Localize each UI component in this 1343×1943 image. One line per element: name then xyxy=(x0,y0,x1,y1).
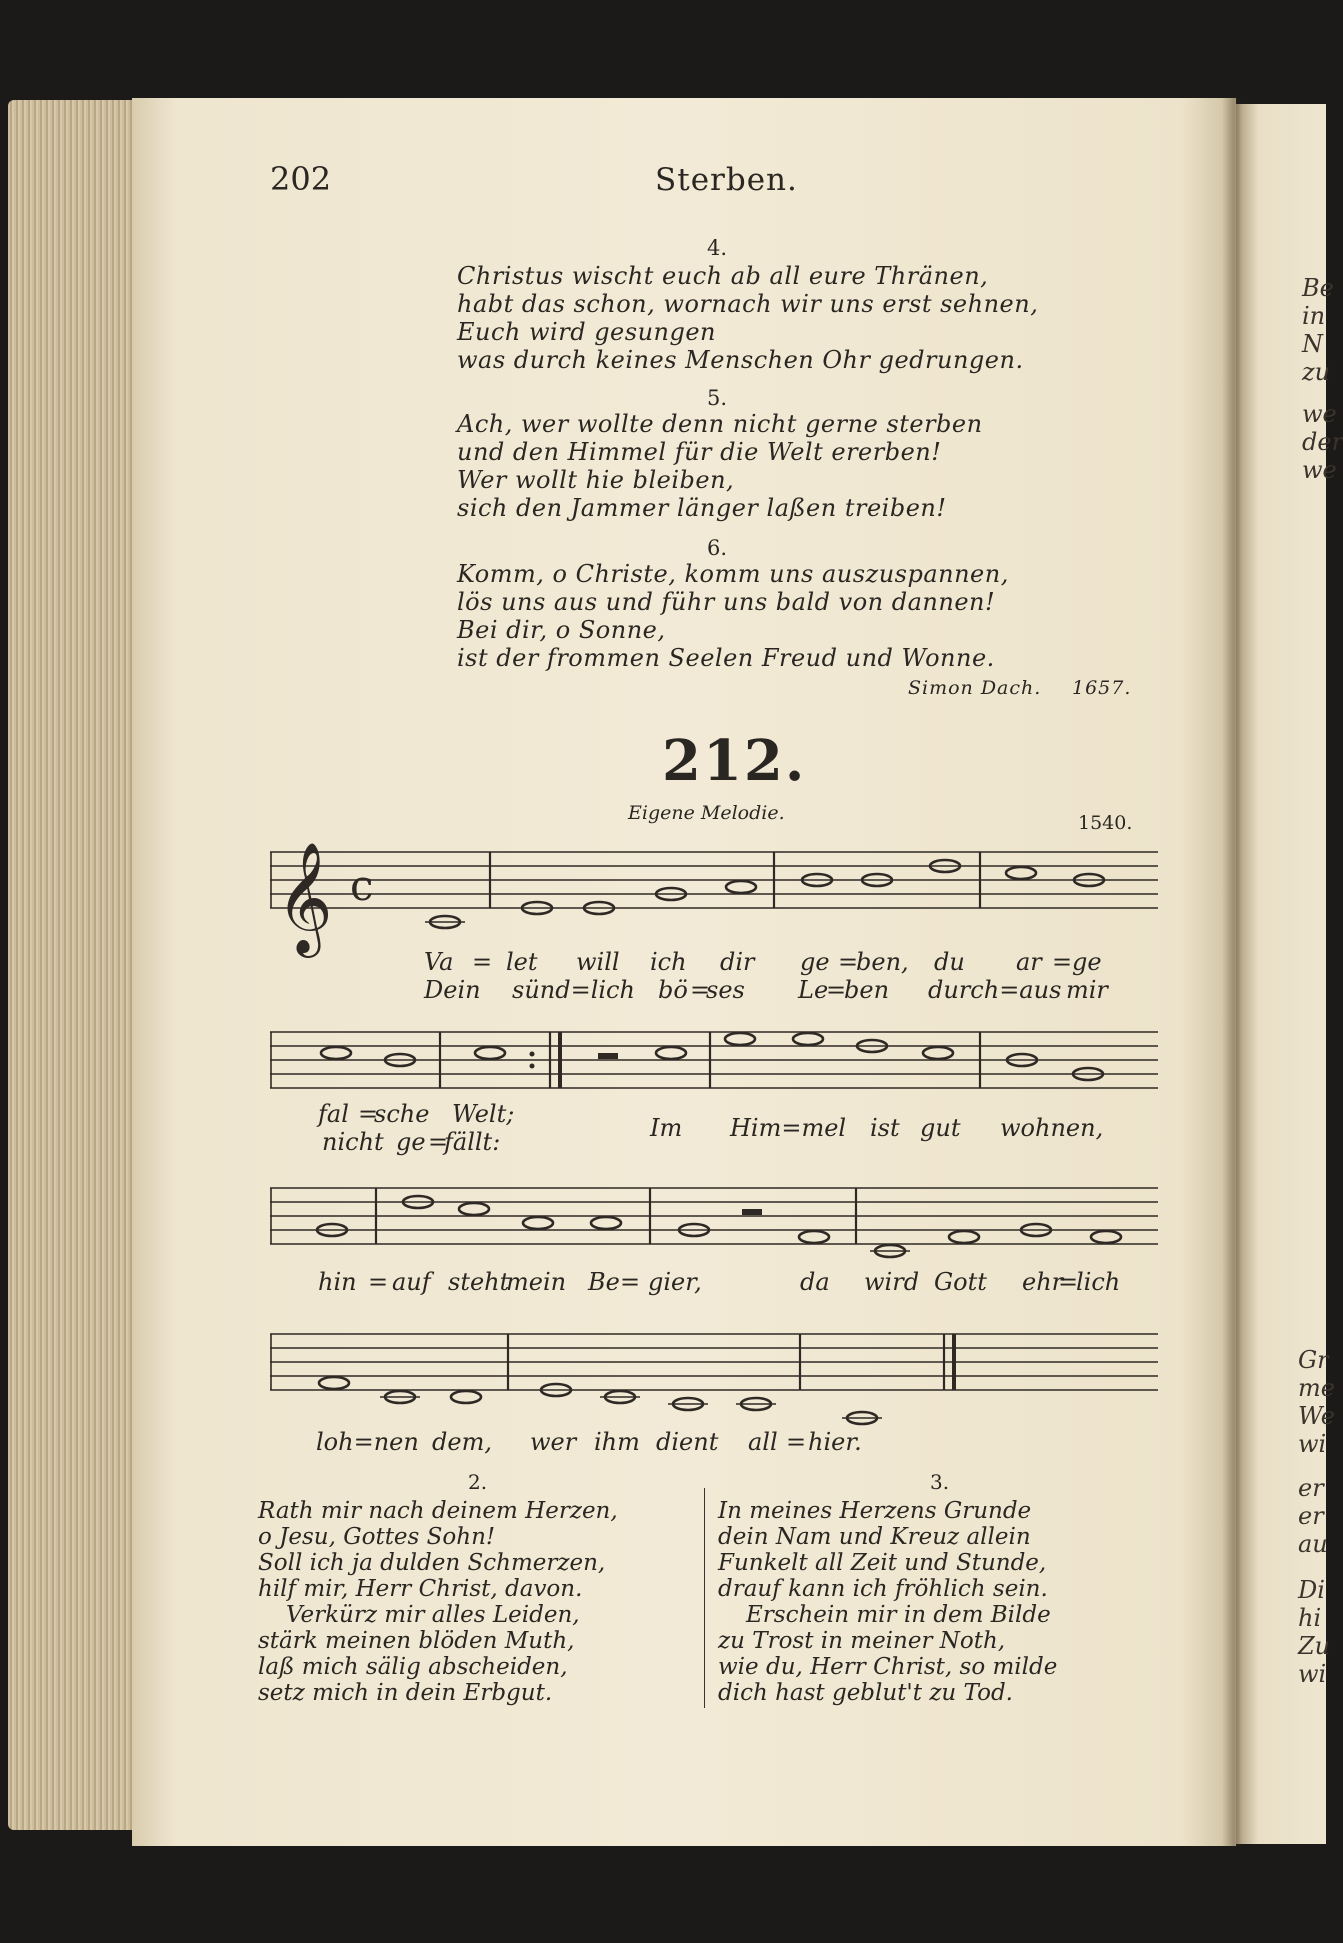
facing-page-fragment: er xyxy=(1298,1474,1324,1502)
facing-page-fragment: me xyxy=(1298,1374,1335,1402)
verse-line: Euch wird gesungen xyxy=(457,318,717,346)
facing-page-fragment: N xyxy=(1302,330,1323,358)
lyric: Dein xyxy=(424,976,481,1004)
lyric: = xyxy=(838,948,859,976)
lyric: loh=nen xyxy=(316,1428,419,1456)
lyric: = xyxy=(358,1100,379,1128)
verse-line: setz mich in dein Erbgut. xyxy=(258,1680,553,1706)
lyric: Im xyxy=(650,1114,683,1142)
lyric: = xyxy=(786,1428,807,1456)
verse-line: dich hast geblut't zu Tod. xyxy=(718,1680,1013,1706)
lyric: gier, xyxy=(648,1268,702,1296)
treble-clef-icon: 𝄞 xyxy=(276,841,333,953)
lyric: du xyxy=(934,948,965,976)
facing-page-fragment: Gr xyxy=(1298,1346,1329,1374)
column-divider xyxy=(704,1488,705,1708)
facing-page-fragment: we xyxy=(1302,456,1337,484)
lyric: all xyxy=(748,1428,778,1456)
lyric: steht xyxy=(448,1268,510,1296)
lyric: durch=aus xyxy=(928,976,1062,1004)
melody-label: Eigene Melodie. xyxy=(628,802,785,824)
lyric: lich xyxy=(1076,1268,1121,1296)
verse-line: dein Nam und Kreuz allein xyxy=(718,1524,1031,1550)
facing-page-fragment: der xyxy=(1302,428,1343,456)
verse-line: Verkürz mir alles Leiden, xyxy=(286,1602,580,1628)
facing-page-fragment: er xyxy=(1298,1502,1324,1530)
stanza-number: 3. xyxy=(930,1470,950,1494)
stanza-number: 6. xyxy=(707,536,728,560)
lyric: mein xyxy=(506,1268,567,1296)
lyric: auf xyxy=(392,1268,431,1296)
staff-system-4 xyxy=(270,1334,1158,1390)
verse-line: und den Himmel für die Welt ererben! xyxy=(457,438,942,466)
verse-line: sich den Jammer länger laßen treiben! xyxy=(457,494,947,522)
stanza-number: 4. xyxy=(707,236,728,260)
stanza-number: 5. xyxy=(707,386,728,410)
verse-line: Rath mir nach deinem Herzen, xyxy=(258,1498,618,1524)
page-number: 202 xyxy=(270,160,332,198)
rest xyxy=(598,1053,618,1059)
lyric: = xyxy=(368,1268,389,1296)
lyric: Gott xyxy=(934,1268,987,1296)
lyric: dient xyxy=(656,1428,719,1456)
author: Simon Dach. xyxy=(908,677,1042,699)
lyric: fällt: xyxy=(444,1128,501,1156)
lyric: ge xyxy=(1072,948,1102,976)
lyric: Him=mel xyxy=(730,1114,847,1142)
lyric: ist xyxy=(870,1114,900,1142)
verse-line: o Jesu, Gottes Sohn! xyxy=(258,1524,496,1550)
lyric: Le xyxy=(798,976,829,1004)
common-time-icon: c xyxy=(350,861,374,910)
melody-year: 1540. xyxy=(1078,812,1133,834)
lyric: = xyxy=(826,976,847,1004)
verse-line: Komm, o Christe, komm uns auszuspannen, xyxy=(457,560,1009,588)
lyric: ehr xyxy=(1022,1268,1064,1296)
lyric: ses xyxy=(706,976,745,1004)
verse-line: Bei dir, o Sonne, xyxy=(457,616,666,644)
lyric: = xyxy=(472,948,493,976)
lyric: mir xyxy=(1066,976,1108,1004)
facing-page-fragment: We xyxy=(1298,1402,1335,1430)
lyric: dir xyxy=(720,948,755,976)
author-year: 1657. xyxy=(1072,677,1132,699)
lyric: let xyxy=(506,948,538,976)
lyric: = xyxy=(690,976,711,1004)
facing-page-fragment: Zu xyxy=(1298,1632,1331,1660)
lyric: Va xyxy=(424,948,454,976)
lyric: bö xyxy=(658,976,688,1004)
lyric: will xyxy=(576,948,620,976)
facing-page-fragment: in xyxy=(1302,302,1326,330)
lyric: nicht xyxy=(322,1128,384,1156)
verse-line: ist der frommen Seelen Freud und Wonne. xyxy=(457,644,995,672)
staff-system-2 xyxy=(270,1032,1158,1088)
facing-page-fragment: wi xyxy=(1298,1660,1327,1688)
lyric: ar xyxy=(1016,948,1042,976)
hymn-number: 212. xyxy=(662,728,807,794)
repeat-dot xyxy=(530,1052,535,1057)
lyric: dem, xyxy=(432,1428,492,1456)
lyric: ge xyxy=(396,1128,426,1156)
lyric: wer xyxy=(530,1428,577,1456)
facing-page-fragment: zu xyxy=(1302,358,1331,386)
facing-page-fragment: au xyxy=(1298,1530,1328,1558)
facing-page-fragment: hi xyxy=(1298,1604,1322,1632)
lyric: ben, xyxy=(856,948,909,976)
lyric: = xyxy=(1058,1268,1079,1296)
verse-line: Ach, wer wollte denn nicht gerne sterben xyxy=(457,410,983,438)
lyric: wird xyxy=(864,1268,920,1296)
verse-line: Funkelt all Zeit und Stunde, xyxy=(718,1550,1047,1576)
verse-line: was durch keines Menschen Ohr gedrungen. xyxy=(457,346,1024,374)
facing-page-fragment: Di xyxy=(1298,1576,1325,1604)
verse-line: wie du, Herr Christ, so milde xyxy=(718,1654,1058,1680)
staff-system-3 xyxy=(270,1188,1158,1244)
facing-page-fragment: wi xyxy=(1298,1430,1327,1458)
lyric: wohnen, xyxy=(1000,1114,1104,1142)
lyric: ge xyxy=(800,948,830,976)
verse-line: In meines Herzens Grunde xyxy=(718,1498,1032,1524)
lyric: hin xyxy=(318,1268,357,1296)
lyric: fal xyxy=(318,1100,349,1128)
verse-line: habt das schon, wornach wir uns erst sehnen, xyxy=(457,290,1039,318)
verse-line: Soll ich ja dulden Schmerzen, xyxy=(258,1550,606,1576)
lyric: = xyxy=(1052,948,1073,976)
lyric: Be xyxy=(588,1268,620,1296)
lyric: gut xyxy=(920,1114,961,1142)
verse-line: Wer wollt hie bleiben, xyxy=(457,466,735,494)
verse-line: zu Trost in meiner Noth, xyxy=(718,1628,1006,1654)
repeat-dot xyxy=(530,1064,535,1069)
verse-line: lös uns aus und führ uns bald von dannen! xyxy=(457,588,996,616)
lyric: ich xyxy=(650,948,687,976)
stanza-number: 2. xyxy=(468,1470,488,1494)
facing-page-fragment: we xyxy=(1302,400,1337,428)
lyric: hier. xyxy=(808,1428,862,1456)
verse-line: Erschein mir in dem Bilde xyxy=(746,1602,1051,1628)
verse-line: hilf mir, Herr Christ, davon. xyxy=(258,1576,583,1602)
running-head: Sterben. xyxy=(655,162,798,198)
facing-page-fragment: Be xyxy=(1302,274,1334,302)
rest xyxy=(742,1209,762,1215)
lyric: = xyxy=(428,1128,449,1156)
verse-line: Christus wischt euch ab all eure Thränen, xyxy=(457,262,989,290)
verse-line: stärk meinen blöden Muth, xyxy=(258,1628,575,1654)
lyric: ihm xyxy=(594,1428,640,1456)
lyric: sche xyxy=(374,1100,430,1128)
verse-line: drauf kann ich fröhlich sein. xyxy=(718,1576,1048,1602)
lyric: da xyxy=(800,1268,830,1296)
lyric: ben xyxy=(844,976,890,1004)
lyric: = xyxy=(620,1268,641,1296)
lyric: Welt; xyxy=(452,1100,515,1128)
verse-line: laß mich sälig abscheiden, xyxy=(258,1654,568,1680)
lyric: sünd=lich xyxy=(512,976,635,1004)
